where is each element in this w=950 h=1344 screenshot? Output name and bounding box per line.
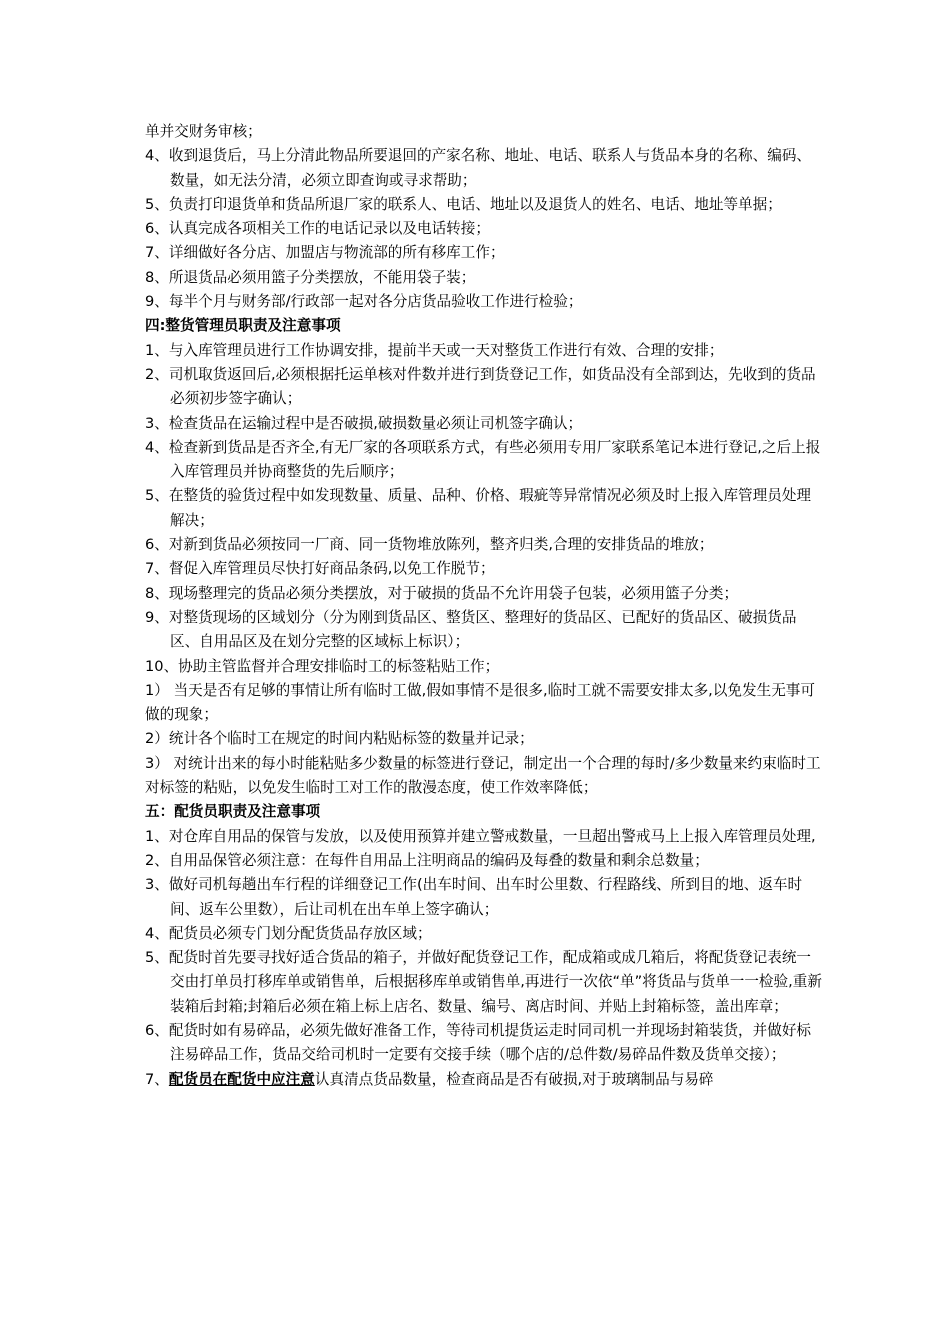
para-last-emphasis: 配货员在配货中应注意 <box>168 1070 315 1088</box>
para-20: 3） 对统计出来的每小时能粘贴多少数量的标签进行登记，制定出一个合理的每时/多少数量来约束临时工对标签的粘贴，以免发生临时工对工作的散漫态度，使工作效率降低； <box>145 754 821 797</box>
para-11: 4、检查新到货品是否齐全,有无厂家的各项联系方式，有些必须用专用厂家联系笔记本进行登记,之后上报入库管理员并协商整货的先后顺序； <box>145 438 821 481</box>
para-8: 1、与入库管理员进行工作协调安排，提前半天或一天对整货工作进行有效、合理的安排； <box>145 341 724 359</box>
para-23: 2、自用品保管必须注意：在每件自用品上注明商品的编码及每叠的数量和剩余总数量； <box>145 851 709 869</box>
para-25: 4、配货员必须专门划分配货货品存放区域； <box>145 924 432 942</box>
para-12: 5、在整货的验货过程中如发现数量、质量、品种、价格、瑕疵等异常情况必须及时上报入库管理员处理解决； <box>145 487 812 529</box>
document-page <box>145 120 825 1092</box>
para-3: 6、认真完成各项相关工作的电话记录以及电话转接； <box>145 220 490 238</box>
para-1: 4、收到退货后，马上分清此物品所要退回的产家名称、地址、电话、联系人与货品本身的名称、编码、数量，如无法分清，必须立即查询或寻求帮助； <box>145 147 812 189</box>
para-22: 1、对仓库自用品的保管与发放，以及使用预算并建立警戒数量，一旦超出警戒马上上报入库管理员处理, <box>145 827 816 845</box>
para-last-rest: 认真清点货品数量，检查商品是否有破损,对于玻璃制品与易碎 <box>314 1070 714 1088</box>
para-16: 9、对整货现场的区域划分（分为刚到货品区、整货区、整理好的货品区、已配好的货品区、破损货品区、自用品区及在划分完整的区域标上标识）； <box>145 608 797 651</box>
para-6: 9、每半个月与财务部/行政部一起对各分店货品验收工作进行检验； <box>145 293 583 311</box>
section-heading-4: 四:整货管理员职责及注意事项 <box>145 317 341 335</box>
para-10: 3、检查货品在运输过程中是否破损,破损数量必须让司机签字确认； <box>145 414 583 432</box>
para-26: 5、配货时首先要寻找好适合货品的箱子，并做好配货登记工作，配成箱或成几箱后，将配货登记表统一交由打单员打移库单或销售单，后根据移库单或销售单,再进行一次依“单”将货品与货单一一检验,重新装箱后封箱;封箱后必须在箱上标上店名、数量、编号、离店时间、并贴上封箱标签，盖出库章； <box>145 949 822 1015</box>
section-heading-5: 五：配货员职责及注意事项 <box>145 803 321 821</box>
para-9: 2、司机取货返回后,必须根据托运单核对件数并进行到货登记工作，如货品没有全部到达，先收到的货品必须初步签字确认； <box>145 365 816 408</box>
para-19: 2）统计各个临时工在规定的时间内粘贴标签的数量并记录； <box>145 730 534 748</box>
para-4: 7、详细做好各分店、加盟店与物流部的所有移库工作； <box>145 244 505 262</box>
para-last-prefix: 7、 <box>145 1070 169 1088</box>
para-2: 5、负责打印退货单和货品所退厂家的联系人、电话、地址以及退货人的姓名、电话、地址等单据； <box>145 195 782 213</box>
para-15: 8、现场整理完的货品必须分类摆放，对于破损的货品不允许用袋子包装，必须用篮子分类； <box>145 584 739 602</box>
para-24: 3、做好司机每趟出车行程的详细登记工作(出车时间、出车时公里数、行程路线、所到目的地、返车时间、返车公里数），后让司机在出车单上签字确认； <box>145 876 803 918</box>
para-27: 6、配货时如有易碎品，必须先做好准备工作，等待司机提货运走时同司机一并现场封箱装货，并做好标注易碎品工作，货品交给司机时一定要有交接手续（哪个店的/总件数/易碎品件数及货单交接）； <box>145 1021 812 1064</box>
para-14: 7、督促入库管理员尽快打好商品条码,以免工作脱节； <box>145 560 495 578</box>
para-17: 10、协助主管监督并合理安排临时工的标签粘贴工作； <box>145 657 500 675</box>
para-13: 6、对新到货品必须按同一厂商、同一货物堆放陈列，整齐归类,合理的安排货品的堆放； <box>145 536 714 554</box>
para-0: 单并交财务审核； <box>145 123 262 140</box>
para-18: 1） 当天是否有足够的事情让所有临时工做,假如事情不是很多,临时工就不需要安排太多,以免发生无事可做的现象； <box>145 681 815 724</box>
para-last <box>145 1068 825 1092</box>
para-5: 8、所退货品必须用篮子分类摆放，不能用袋子装； <box>145 268 476 286</box>
